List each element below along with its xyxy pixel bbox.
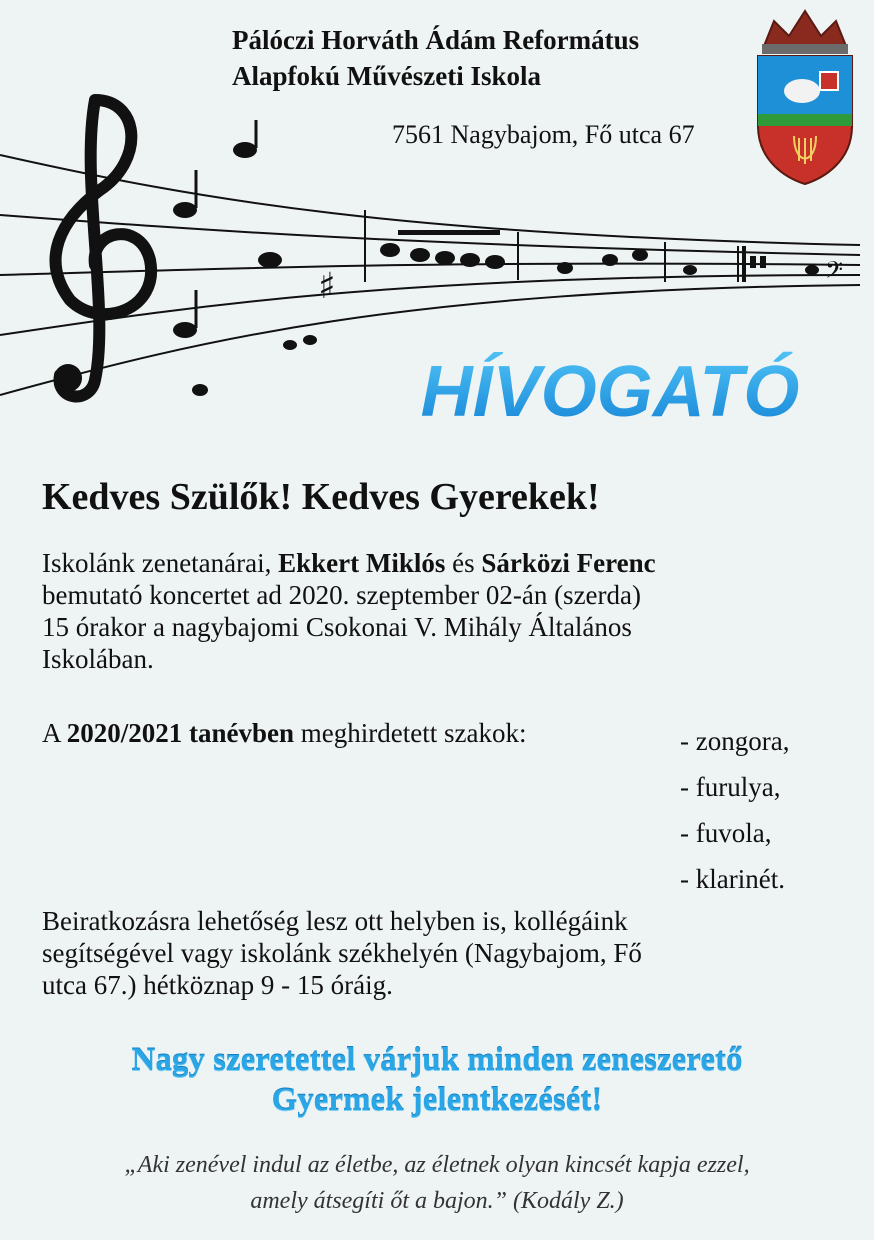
- teacher-name-2: Sárközi Ferenc: [481, 548, 656, 578]
- school-crest-icon: [744, 6, 866, 186]
- svg-text:♯: ♯: [318, 266, 336, 307]
- quote-line1: „Aki zenével indul az életbe, az életnek olyan kincsét kapja ezzel,: [124, 1152, 750, 1178]
- invitation-callout: [0, 1040, 874, 1120]
- majors-intro: [42, 718, 526, 749]
- majors-list: [680, 718, 789, 902]
- title-hivogato: [410, 348, 810, 428]
- major-item: - fuvola,: [680, 818, 772, 848]
- paragraph-concert-line1: [42, 547, 830, 579]
- svg-text:𝄢: 𝄢: [825, 256, 844, 289]
- paragraph-enrollment-line3: utca 67.) hétköznap 9 - 15 óráig.: [42, 970, 393, 1000]
- callout-line2: Gyermek jelentkezését!: [271, 1082, 603, 1118]
- majors-suffix: meghirdetett szakok:: [300, 718, 527, 748]
- school-address: 7561 Nagybajom, Fő utca 67: [392, 120, 695, 149]
- paragraph-concert-line4: Iskolában.: [42, 644, 154, 674]
- school-year: 2020/2021 tanévben: [66, 718, 295, 748]
- paragraph-concert-line3: 15 órakor a nagybajomi Csokonai V. Mihály Általános: [42, 612, 632, 642]
- school-name-line1: Pálóczi Horváth Ádám Református: [232, 25, 640, 55]
- quote-line2: amely átsegíti őt a bajon.” (Kodály Z.): [250, 1188, 624, 1214]
- major-item: - furulya,: [680, 772, 781, 802]
- major-item: - zongora,: [680, 726, 790, 756]
- text-prefix: Iskolánk zenetanárai,: [42, 548, 272, 578]
- paragraph-enrollment-line2: segítségével vagy iskolánk székhelyén (Nagybajom, Fő: [42, 938, 642, 968]
- school-name: [232, 22, 639, 94]
- greeting: Kedves Szülők! Kedves Gyerekek!: [42, 476, 600, 518]
- kodaly-quote: [0, 1147, 874, 1219]
- school-name-line2: Alapfokú Művészeti Iskola: [232, 61, 542, 91]
- paragraph-enrollment: [42, 905, 830, 1001]
- callout-line1: Nagy szeretettel várjuk minden zeneszerető: [131, 1042, 743, 1078]
- paragraph-concert-line2: bemutató koncertet ad 2020. szeptember 02-án (szerda): [42, 580, 641, 610]
- paragraph-enrollment-line1: Beiratkozásra lehetőség lesz ott helyben is, kollégáink: [42, 906, 628, 936]
- paragraph-concert: [42, 547, 830, 675]
- title-text: HÍVOGATÓ: [420, 352, 800, 428]
- major-item: - klarinét.: [680, 864, 785, 894]
- majors-prefix: A: [42, 718, 61, 748]
- teacher-name-1: Ekkert Miklós: [278, 548, 446, 578]
- text-and: és: [452, 548, 475, 578]
